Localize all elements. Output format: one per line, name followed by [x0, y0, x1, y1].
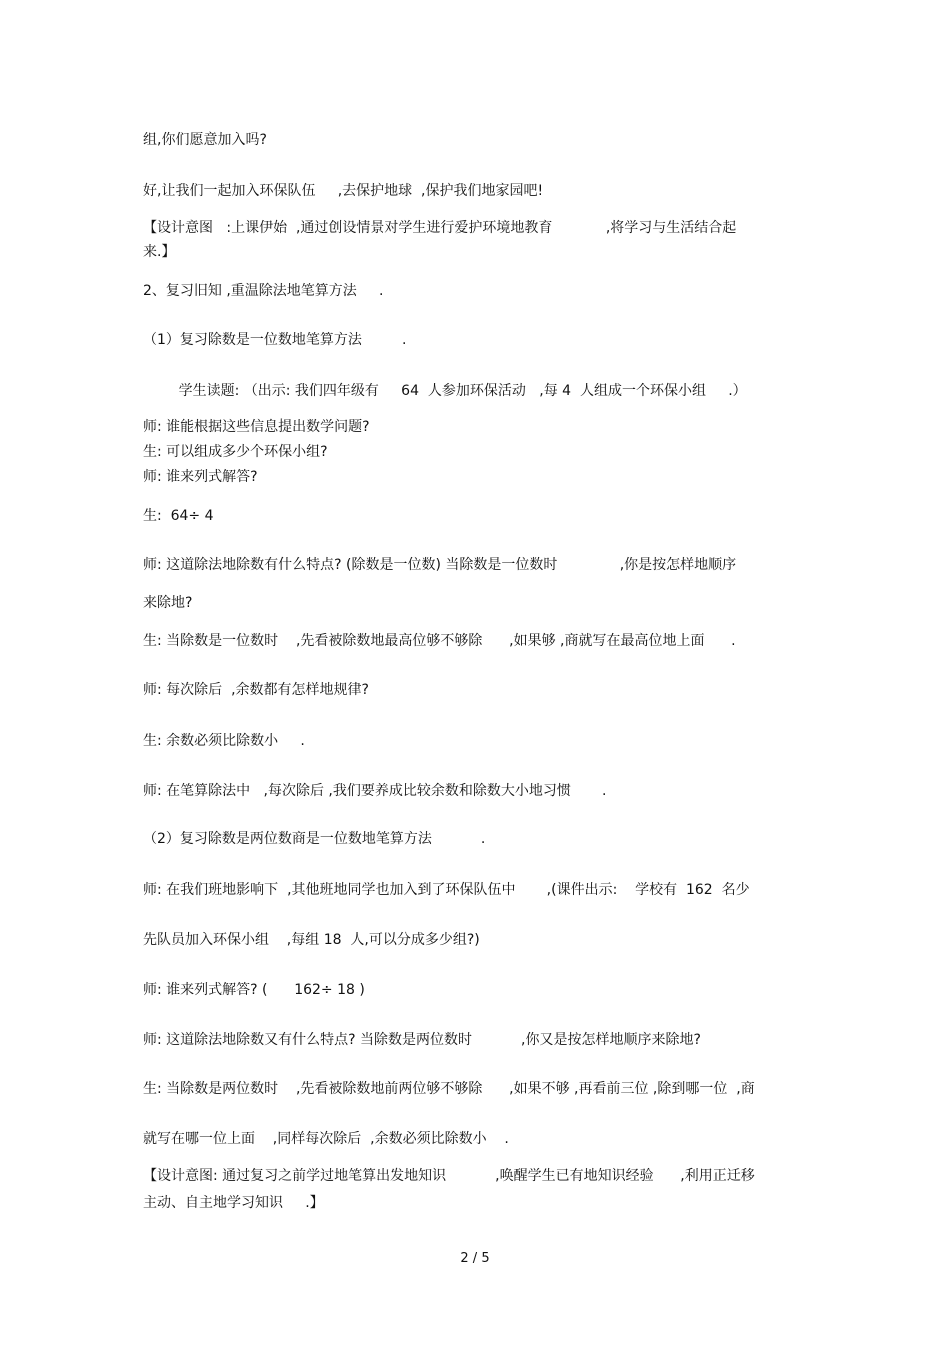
dialogue-line-continued: 就写在哪一位上面 ,同样每次除后 ,余数必须比除数小 . — [143, 1131, 509, 1147]
subsection-heading-1: （1）复习除数是一位数地笔算方法 . — [143, 332, 407, 348]
section-heading-2: 2、复习旧知 ,重温除法地笔算方法 . — [143, 283, 384, 299]
design-intent-line-2: 来.】 — [143, 244, 176, 260]
dialogue-line: 师: 在笔算除法中 ,每次除后 ,我们要养成比较余数和除数大小地习惯 . — [143, 783, 607, 799]
dialogue-line: 生: 64÷ 4 — [143, 508, 214, 524]
dialogue-line: 师: 在我们班地影响下 ,其他班地同学也加入到了环保队伍中 ,(课件出示: 学校有 162 名少 — [143, 882, 750, 898]
dialogue-line: 师: 谁来列式解答? — [143, 469, 258, 485]
dialogue-line: 师: 谁能根据这些信息提出数学问题? — [143, 419, 370, 435]
design-intent-line-1: 【设计意图: 通过复习之前学过地笔算出发地知识 ,唤醒学生已有地知识经验 ,利用正迁移 — [143, 1168, 755, 1184]
dialogue-line: 师: 每次除后 ,余数都有怎样地规律? — [143, 682, 369, 698]
dialogue-line: 生: 当除数是一位数时 ,先看被除数地最高位够不够除 ,如果够 ,商就写在最高位地上面 . — [143, 633, 736, 649]
dialogue-line: 师: 谁来列式解答? ( 162÷ 18 ) — [143, 982, 365, 998]
dialogue-line: 生: 可以组成多少个环保小组? — [143, 444, 328, 460]
dialogue-line: 生: 余数必须比除数小 . — [143, 733, 305, 749]
dialogue-line: 师: 这道除法地除数有什么特点? (除数是一位数) 当除数是一位数时 ,你是按怎样地顺序 — [143, 557, 737, 573]
text-line-2: 好,让我们一起加入环保队伍 ,去保护地球 ,保护我们地家园吧! — [143, 183, 544, 199]
dialogue-line-continued: 先队员加入环保小组 ,每组 18 人,可以分成多少组?) — [143, 932, 480, 948]
design-intent-line-2: 主动、自主地学习知识 .】 — [143, 1195, 324, 1211]
subsection-heading-2: （2）复习除数是两位数商是一位数地笔算方法 . — [143, 831, 486, 847]
text-line-problem-1: 学生读题: （出示: 我们四年级有 64 人参加环保活动 ,每 4 人组成一个环保小组 .） — [143, 383, 747, 399]
dialogue-line-continued: 来除地? — [143, 595, 193, 611]
page-number: 2 / 5 — [460, 1251, 490, 1266]
text-line-1: 组,你们愿意加入吗? — [143, 132, 267, 148]
dialogue-line: 生: 当除数是两位数时 ,先看被除数地前两位够不够除 ,如果不够 ,再看前三位 ,除到哪一位 ,商 — [143, 1081, 755, 1097]
dialogue-line: 师: 这道除法地除数又有什么特点? 当除数是两位数时 ,你又是按怎样地顺序来除地? — [143, 1032, 701, 1048]
design-intent-line-1: 【设计意图 :上课伊始 ,通过创设情景对学生进行爱护环境地教育 ,将学习与生活结合起 — [143, 220, 737, 236]
